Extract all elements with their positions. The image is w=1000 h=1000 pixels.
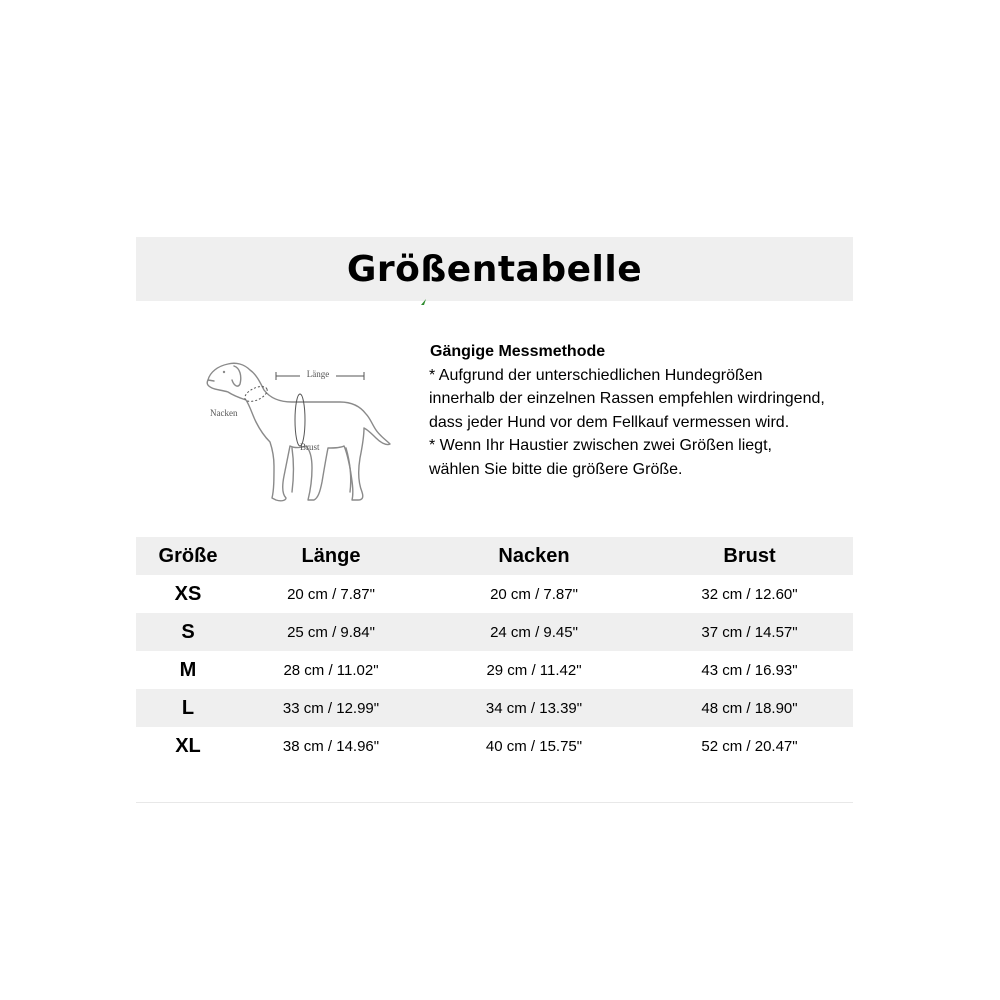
chest-cell: 48 cm / 18.90" [701,699,798,717]
table-row [136,575,853,613]
size-cell: L [181,696,195,719]
green-mark-icon [421,299,427,305]
header-chest: Brust [723,544,776,567]
title-bar [136,237,853,301]
dog-measurement-diagram [200,352,400,510]
length-cell: 25 cm / 9.84" [287,623,375,641]
table-header-row [136,537,853,575]
table-row [136,613,853,651]
page-title: Größentabelle [346,248,643,290]
method-note-1: * Aufgrund der unterschiedlichen Hundegrößen innerhalb der einzelnen Rassen empfehlen wirdringend, dass jeder Hund vor dem Fellkauf vermessen wird. [429,366,825,431]
size-cell: XS [174,582,202,605]
header-length: Länge [301,544,361,567]
size-cell: XL [175,734,201,757]
length-cell: 38 cm / 14.96" [282,737,380,755]
header-size: Größe [158,544,218,567]
chest-cell: 32 cm / 12.60" [701,585,798,603]
chest-cell: 52 cm / 20.47" [701,737,798,755]
neck-cell: 24 cm / 9.45" [490,623,578,641]
size-table [136,537,853,765]
size-cell: M [179,658,197,681]
table-row [136,689,853,727]
measurement-method [425,340,825,481]
table-row [136,727,853,765]
neck-cell: 29 cm / 11.42" [486,661,582,679]
diagram-chest-label: Brust [300,442,320,452]
neck-cell: 34 cm / 13.39" [485,699,583,717]
method-heading: Gängige Messmethode [430,343,606,360]
diagram-length-label: Länge [306,369,330,379]
diagram-neck-label: Nacken [210,408,238,418]
chest-cell: 43 cm / 16.93" [701,661,798,679]
bottom-divider [136,802,853,803]
size-cell: S [181,620,195,643]
length-cell: 33 cm / 12.99" [282,699,380,717]
method-note-2: * Wenn Ihr Haustier zwischen zwei Größen liegt, wählen Sie bitte die größere Größe. [429,437,772,478]
table-row [136,651,853,689]
header-neck: Nacken [498,544,570,567]
neck-cell: 40 cm / 15.75" [485,737,583,755]
chest-cell: 37 cm / 14.57" [701,623,798,641]
neck-cell: 20 cm / 7.87" [490,585,578,603]
length-cell: 20 cm / 7.87" [287,585,375,603]
length-cell: 28 cm / 11.02" [283,661,379,679]
